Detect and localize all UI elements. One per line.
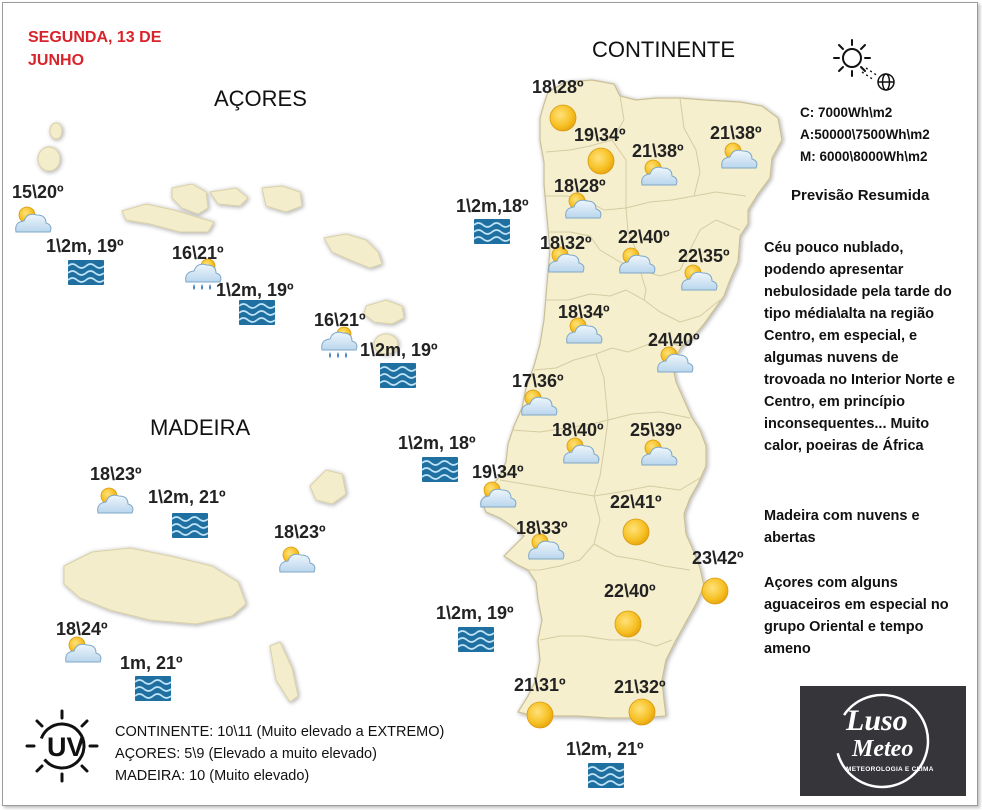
temp-label-guarda: 22\35º xyxy=(678,246,730,266)
wave-icon-madeira-south xyxy=(135,676,171,701)
wave-icon-acores-ocidental xyxy=(68,260,104,285)
forecast-paragraph-continente: Céu pouco nublado, podendo apresentar nebulosidade pela tarde do tipo média\alta na região Centro, em especial, e algumas nuvens de trovoada no Interior Norte e Centro, em princípio inconsequentes... Muito calor, poeiras de África xyxy=(764,240,955,454)
sea-label-madeira-north: 1\2m, 21º xyxy=(148,487,226,507)
region-title-madeira: MADEIRA xyxy=(150,415,251,440)
weather-icon-madeira-desertas-icon xyxy=(280,547,315,572)
uv-acores: AÇORES: 5\9 (Elevado a muito elevado) xyxy=(115,746,377,762)
wave-icon-continente-north xyxy=(474,219,510,244)
temp-label-aveiro: 18\32º xyxy=(540,233,592,253)
uv-sun-icon xyxy=(27,711,97,781)
weather-icon-acores-ocidental-icon xyxy=(16,207,51,232)
temp-label-viana: 18\28º xyxy=(532,77,584,97)
temp-label-faro: 21\32º xyxy=(614,677,666,697)
wave-icon-continente-south-west xyxy=(458,627,494,652)
sea-label-continente-south-west: 1\2m, 19º xyxy=(436,603,514,623)
temp-label-lisboa: 19\34º xyxy=(472,462,524,482)
temp-label-acores-central: 16\21º xyxy=(172,243,224,263)
forecast-paragraph-madeira: Madeira com nuvens e abertas xyxy=(764,508,920,546)
weather-icon-elvas-sun-icon xyxy=(702,578,728,604)
weather-icon-faro-sun-icon xyxy=(629,699,655,725)
temp-label-desertas: 18\23º xyxy=(274,522,326,542)
svg-text:UV: UV xyxy=(47,732,85,762)
weather-icon-sagres-sun-icon xyxy=(527,702,553,728)
uv-madeira: MADEIRA: 10 (Muito elevado) xyxy=(115,768,310,784)
sea-label-acores-central: 1\2m, 19º xyxy=(216,280,294,300)
sun-globe-icon xyxy=(834,40,894,90)
lusometeo-logo xyxy=(800,686,966,796)
temp-label-madeira-south: 18\24º xyxy=(56,619,108,639)
forecast-title: Previsão Resumida xyxy=(791,187,930,204)
radiation-acores: A:50000\7500Wh\m2 xyxy=(800,127,930,142)
radiation-madeira: M: 6000\8000Wh\m2 xyxy=(800,149,928,164)
logo-line-1: Luso xyxy=(846,704,908,737)
wave-icon-continente-center xyxy=(422,457,458,482)
temp-label-leiria: 17\36º xyxy=(512,371,564,391)
sea-label-continente-south: 1\2m, 21º xyxy=(566,739,644,759)
temp-label-braganca: 21\38º xyxy=(710,123,762,143)
weather-icon-evora-sun-icon xyxy=(623,519,649,545)
sea-label-acores-ocidental: 1\2m, 19º xyxy=(46,236,124,256)
weather-icon-acores-oriental-icon xyxy=(322,327,357,358)
temp-label-acores-ocidental: 15\20º xyxy=(12,182,64,202)
temp-label-braga: 19\34º xyxy=(574,125,626,145)
wave-icon-acores-oriental xyxy=(380,363,416,388)
wave-icon-madeira-north xyxy=(172,513,208,538)
radiation-continente: C: 7000Wh\m2 xyxy=(800,105,893,120)
logo-tagline: METEOROLOGIA E CLIMA xyxy=(846,766,934,773)
wave-icon-acores-central xyxy=(239,300,275,325)
weather-icon-viana-sun-icon xyxy=(550,105,576,131)
temp-label-setubal: 18\33º xyxy=(516,518,568,538)
temp-label-porto: 18\28º xyxy=(554,176,606,196)
temp-label-castelo-branco: 24\40º xyxy=(648,330,700,350)
logo-line-2: Meteo xyxy=(852,736,914,762)
region-title-acores: AÇORES xyxy=(214,86,307,111)
sea-label-madeira-south: 1m, 21º xyxy=(120,653,183,673)
temp-label-viseu: 22\40º xyxy=(618,227,670,247)
temp-label-portalegre: 25\39º xyxy=(630,420,682,440)
date-line-2: JUNHO xyxy=(28,52,85,69)
sea-label-continente-center: 1\2m, 18º xyxy=(398,433,476,453)
forecast-paragraph-acores: Açores com alguns aguaceiros em especial no grupo Oriental e tempo ameno xyxy=(764,575,949,657)
weather-icon-braga-sun-icon xyxy=(588,148,614,174)
sea-label-continente-north: 1\2m,18º xyxy=(456,196,529,216)
sea-label-acores-oriental: 1\2m, 19º xyxy=(360,340,438,360)
temp-label-santarem: 18\40º xyxy=(552,420,604,440)
uv-continente: CONTINENTE: 10\11 (Muito elevado a EXTREMO) xyxy=(115,724,445,740)
temp-label-acores-oriental: 16\21º xyxy=(314,310,366,330)
weather-icon-madeira-madeira-south-icon xyxy=(66,637,101,662)
temp-label-elvas: 23\42º xyxy=(692,548,744,568)
weather-icon-madeira-porto-santo-icon xyxy=(98,488,133,513)
temp-label-sagres: 21\31º xyxy=(514,675,566,695)
temp-label-vila-real: 21\38º xyxy=(632,141,684,161)
wave-icon-continente-south xyxy=(588,763,624,788)
region-title-continente: CONTINENTE xyxy=(592,37,735,62)
temp-label-coimbra: 18\34º xyxy=(558,302,610,322)
temp-label-beja: 22\40º xyxy=(604,581,656,601)
date-line-1: SEGUNDA, 13 DE xyxy=(28,29,162,46)
temp-label-evora: 22\41º xyxy=(610,492,662,512)
weather-icon-beja-sun-icon xyxy=(615,611,641,637)
temp-label-porto-santo: 18\23º xyxy=(90,464,142,484)
